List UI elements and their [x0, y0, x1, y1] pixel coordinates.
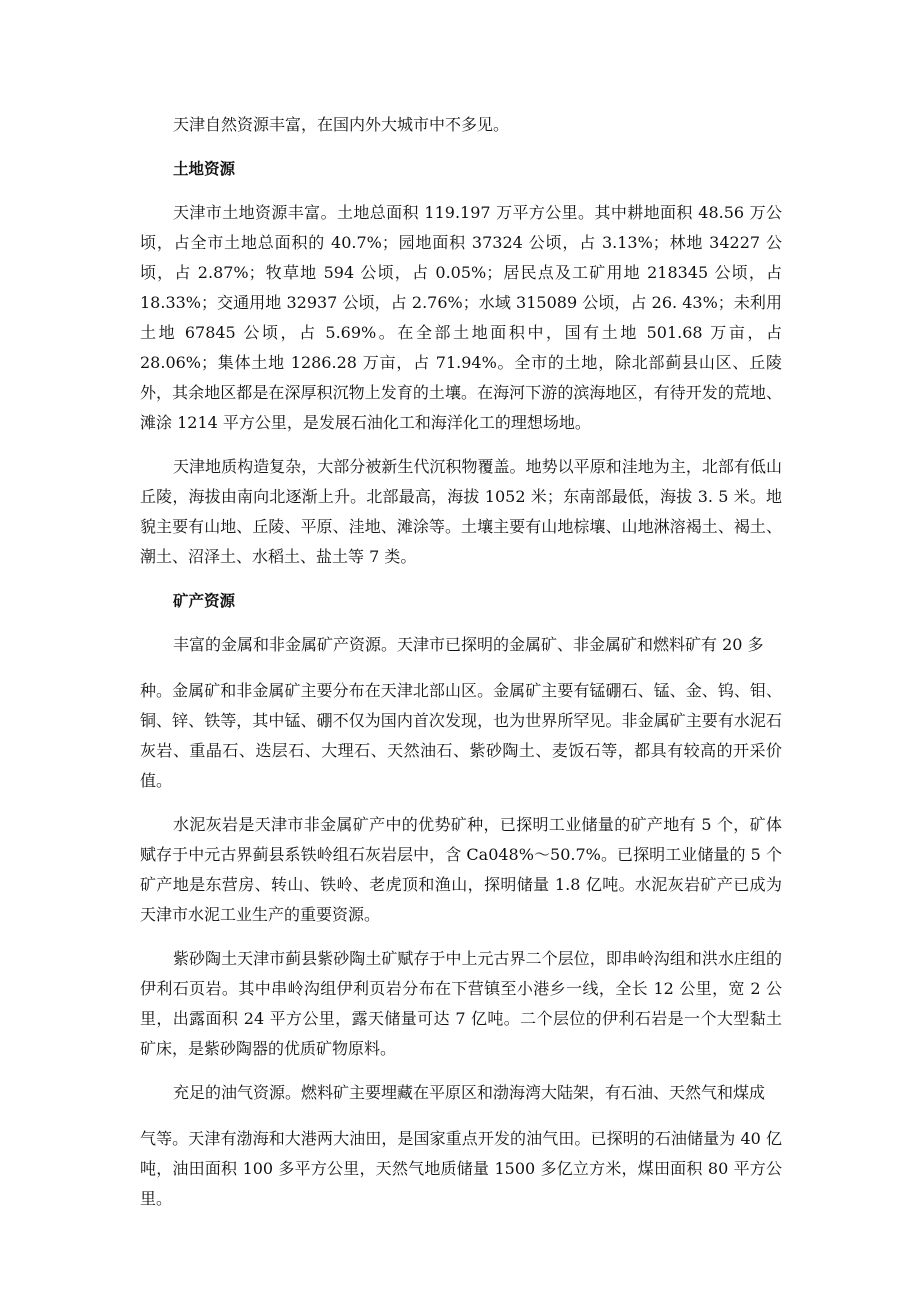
mineral-resources-heading: 矿产资源	[173, 592, 236, 610]
land-resources-heading: 土地资源	[173, 160, 236, 178]
oil-gas-lead: 充足的油气资源。燃料矿主要埋藏在平原区和渤海湾大陆架，有石油、天然气和煤成	[173, 1083, 766, 1102]
intro-paragraph: 天津自然资源丰富，在国内外大城市中不多见。	[173, 115, 510, 134]
metal-minerals-paragraph: 种。金属矿和非金属矿主要分布在天津北部山区。金属矿主要有锰硼石、锰、金、钨、钼、铜、锌、铁等，其中锰、硼不仅为国内首次发现，也为世界所罕见。非金属矿主要有水泥石灰岩、重晶石、迭层石、大理石、天然油石、紫砂陶土、麦饭石等，都具有较高的开采价值。	[140, 681, 782, 790]
purple-clay-paragraph: 紫砂陶土天津市蓟县紫砂陶土矿赋存于中上元古界二个层位，即串岭沟组和洪水庄组的伊利石页岩。其中串岭沟组伊利页岩分布在下营镇至小港乡一线，全长 12 公里，宽 2 公里，出露面积 24 平方公里，露天储量可达 7 亿吨。二个层位的伊利石岩是一个大型黏土矿床，是紫砂陶器的优质矿物原料。	[140, 949, 782, 1058]
limestone-paragraph: 水泥灰岩是天津市非金属矿产中的优势矿种，已探明工业储量的矿产地有 5 个，矿体赋存于中元古界蓟县系铁岭组石灰岩层中，含 Ca048%～50.7%。已探明工业储量的 5 个矿产地是东营房、转山、铁岭、老虎顶和渔山，探明储量 1.8 亿吨。水泥灰岩矿产已成为天津市水泥工业生产的重要资源。	[140, 815, 782, 924]
document-page	[140, 110, 782, 1214]
metal-minerals-lead: 丰富的金属和非金属矿产资源。天津市已探明的金属矿、非金属矿和燃料矿有 20 多	[173, 635, 764, 654]
land-paragraph-2: 天津地质构造复杂，大部分被新生代沉积物覆盖。地势以平原和洼地为主，北部有低山丘陵，海拔由南向北逐渐上升。北部最高，海拔 1052 米；东南部最低，海拔 3. 5 米。地貌主要有山地、丘陵、平原、洼地、滩涂等。土壤主要有山地棕壤、山地淋溶褐土、褐土、潮土、沼泽土、水稻土、盐土等 7 类。	[140, 457, 782, 566]
oil-gas-paragraph: 气等。天津有渤海和大港两大油田，是国家重点开发的油气田。已探明的石油储量为 40 亿吨，油田面积 100 多平方公里，天然气地质储量 1500 多亿立方米，煤田面积 80 平方公里。	[140, 1129, 782, 1208]
land-paragraph-1: 天津市土地资源丰富。土地总面积 119.197 万平方公里。其中耕地面积 48.56 万公顷，占全市土地总面积的 40.7%；园地面积 37324 公顷，占 3.13%；林地 34227 公顷，占 2.87%；牧草地 594 公顷，占 0.05%；居民点及工矿用地 218345 公顷，占 18.33%；交通用地 32937 公顷，占 2.76%；水域 315089 公顷，占 26. 43%；未利用土地 67845 公顷，占 5.69%。在全部土地面积中，国有土地 501.68 万亩，占 28.06%；集体土地 1286.28 万亩，占 71.94%。全市的土地，除北部蓟县山区、丘陵外，其余地区都是在深厚积沉物上发育的土壤。在海河下游的滨海地区，有待开发的荒地、滩涂 1214 平方公里，是发展石油化工和海洋化工的理想场地。	[140, 203, 782, 432]
